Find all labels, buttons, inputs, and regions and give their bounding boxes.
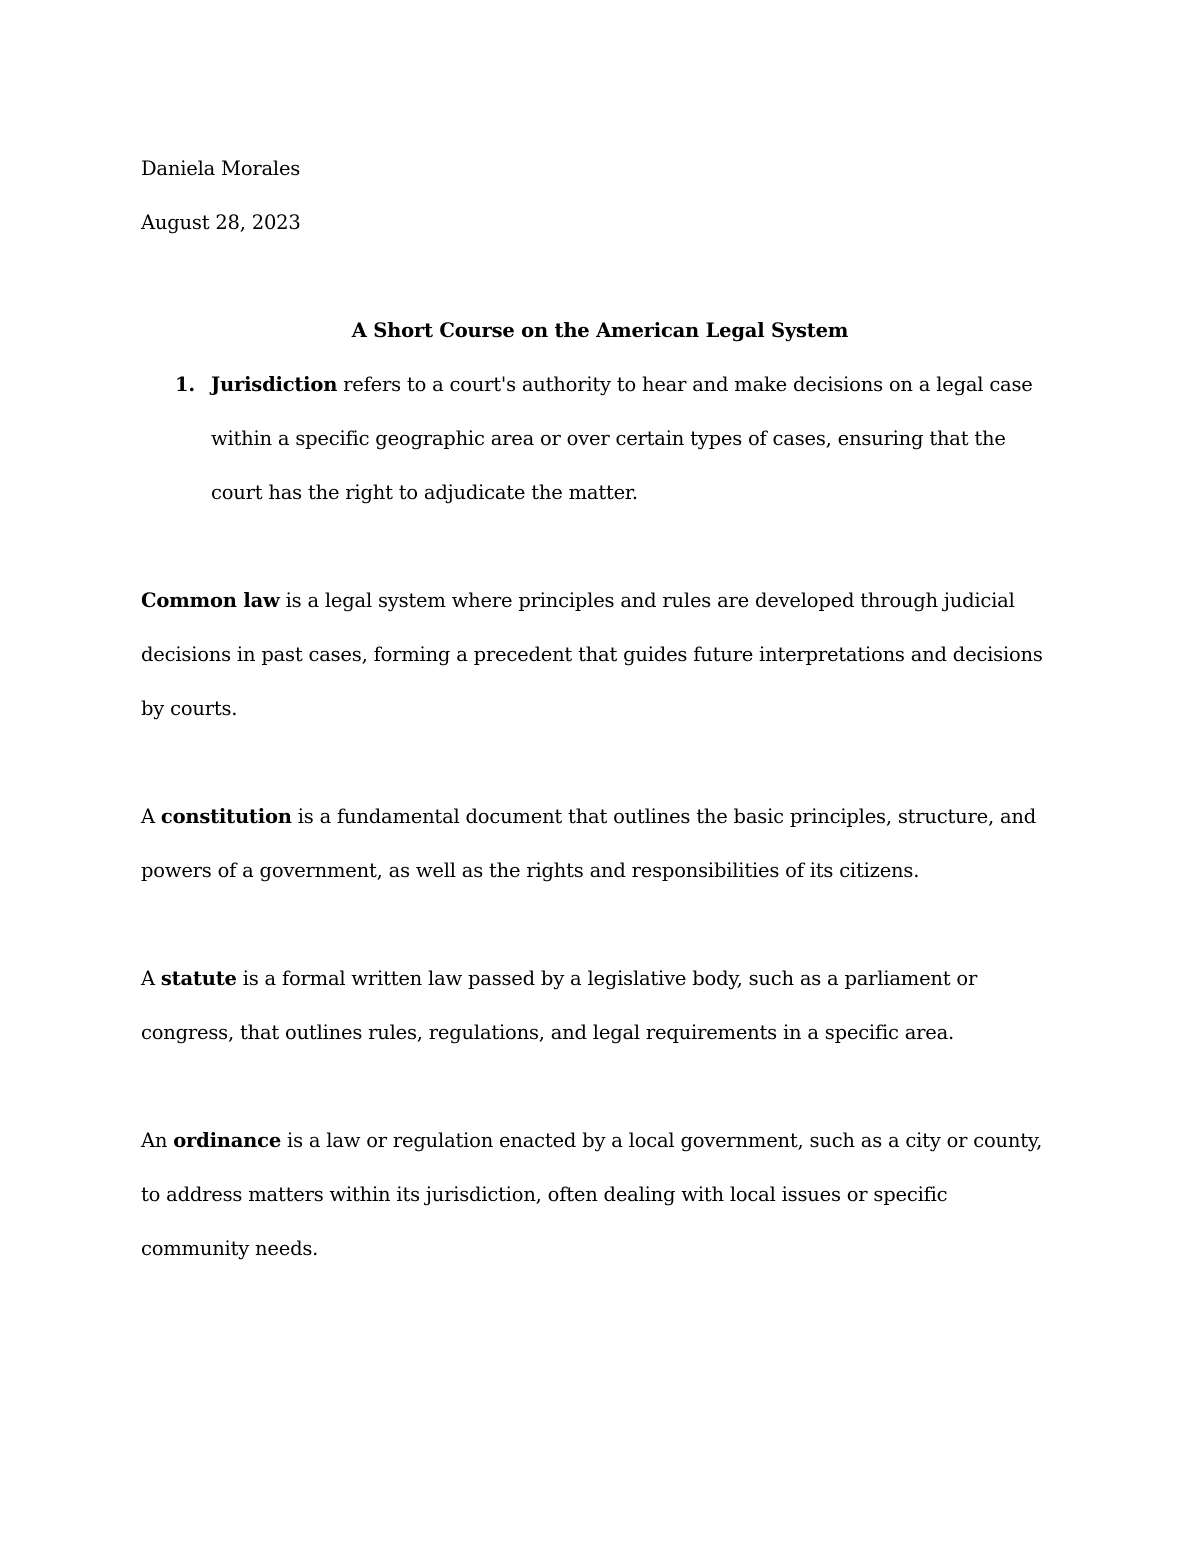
document-title: A Short Course on the American Legal System xyxy=(351,319,849,342)
definition-text: is a formal written law passed by a legislative body, such as a parliament or congress, that outlines rules, regulations, and legal requirements in a specific area. xyxy=(141,967,978,1044)
term-common-law: Common law xyxy=(141,589,280,612)
term-jurisdiction: Jurisdiction xyxy=(211,373,338,396)
definition-text: refers to a court's authority to hear and make decisions on a legal case within a specific geographic area or over certain types of cases, ensuring that the court has the right to adjudicate the matter. xyxy=(211,373,1033,504)
term-statute: statute xyxy=(160,967,237,990)
paragraph-ordinance xyxy=(141,1114,1061,1276)
paragraph-common-law xyxy=(141,574,1061,736)
paragraph-statute xyxy=(141,952,1061,1060)
paragraph-constitution xyxy=(141,790,1061,898)
paragraph-lead: An xyxy=(141,1129,174,1152)
list-number: 1. xyxy=(175,373,195,396)
list-item-jurisdiction xyxy=(141,358,1061,520)
definition-text: is a legal system where principles and rules are developed through judicial decisions in past cases, forming a precedent that guides future interpretations and decisions by courts. xyxy=(141,589,1043,720)
definition-text: is a law or regulation enacted by a local government, such as a city or county, to address matters within its jurisdiction, often dealing with local issues or specific community needs. xyxy=(141,1129,1043,1260)
document-date: August 28, 2023 xyxy=(141,211,301,234)
term-ordinance: ordinance xyxy=(173,1129,282,1152)
document-body xyxy=(141,142,1061,1276)
definition-text: is a fundamental document that outlines the basic principles, structure, and powers of a government, as well as the rights and responsibilities of its citizens. xyxy=(141,805,1037,882)
paragraph-lead: A xyxy=(141,967,161,990)
author-name: Daniela Morales xyxy=(141,157,301,180)
paragraph-lead: A xyxy=(141,805,161,828)
term-constitution: constitution xyxy=(160,805,292,828)
numbered-list xyxy=(141,358,1061,520)
